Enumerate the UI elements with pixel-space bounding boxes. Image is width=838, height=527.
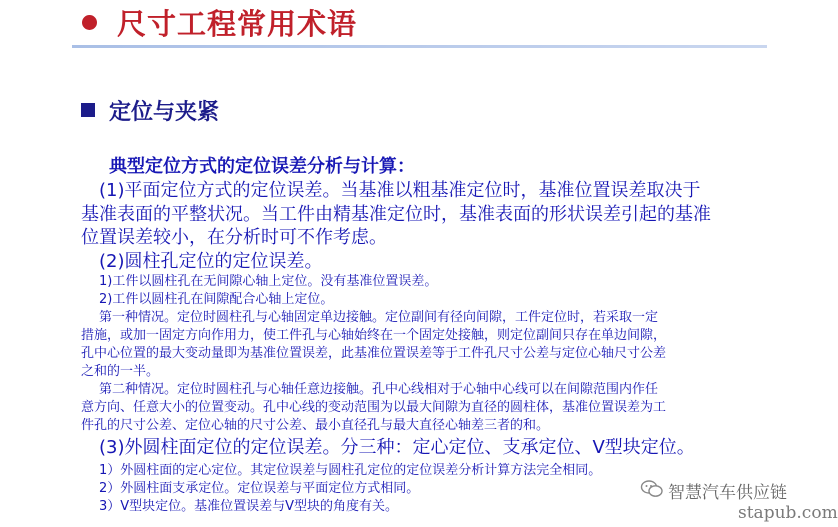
p3-item-1: 1）外圆柱面的定心定位。其定位误差与圆柱孔定位的定位误差分析计算方法完全相同。 [99,463,602,478]
section-row [81,96,219,124]
p2-item-1: 1)工件以圆柱孔在无间隙心轴上定位。没有基准位置误差。 [99,274,438,289]
watermark-name: 智慧汽车供应链 [668,483,787,503]
case1-line-1: 第一种情况。定位时圆柱孔与心轴固定单边接触。定位副间有径向间隙，工件定位时，若采取一定 [99,310,659,325]
case1-line-2: 措施，或加一固定方向作用力，使工件孔与心轴始终在一个固定处接触，则定位副间只存在单边间隙， [81,328,667,343]
content-heading: 典型定位方式的定位误差分析与计算： [109,156,415,177]
watermark-url: stapub.com [738,503,838,523]
title-bullet-icon [82,15,97,30]
p1-line-2: 基准表面的平整状况。当工件由精基准定位时，基准表面的形状误差引起的基准 [81,204,711,225]
case2-line-1: 第二种情况。定位时圆柱孔与心轴任意边接触。孔中心线相对于心轴中心线可以在间隙范围内作任 [99,382,659,397]
case2-line-2: 意方向、任意大小的位置变动。孔中心线的变动范围为以最大间隙为直径的圆柱体，基准位置误差为工 [81,400,667,415]
p3-item-2: 2）外圆柱面支承定位。定位误差与平面定位方式相同。 [99,481,420,496]
case1-line-4: 之和的一半。 [81,364,160,379]
p1-line-1: (1)平面定位方式的定位误差。当基准以粗基准定位时，基准位置误差取决于 [99,180,701,201]
p3-title: (3)外圆柱面定位的定位误差。分三种：定心定位、支承定位、V型块定位。 [99,437,695,458]
wechat-logo-icon [641,480,663,498]
case2-line-3: 件孔的尺寸公差、定位心轴的尺寸公差、最小直径孔与最大直径心轴差三者的和。 [81,418,550,433]
page-title: 尺寸工程常用术语 [117,6,358,41]
p3-item-3: 3）V型块定位。基准位置误差与V型块的角度有关。 [99,499,399,514]
p1-line-3: 位置误差较小，在分析时可不作考虑。 [81,227,387,248]
section-square-icon [81,103,95,117]
case1-line-3: 孔中心位置的最大变动量即为基准位置误差，此基准位置误差等于工件孔尺寸公差与定位心轴尺寸公差 [81,346,667,361]
section-title: 定位与夹紧 [109,99,220,125]
title-divider [72,45,767,48]
title-row [82,2,357,42]
p2-item-2: 2)工件以圆柱孔在间隙配合心轴上定位。 [99,292,334,307]
p2-title: (2)圆柱孔定位的定位误差。 [99,251,323,272]
